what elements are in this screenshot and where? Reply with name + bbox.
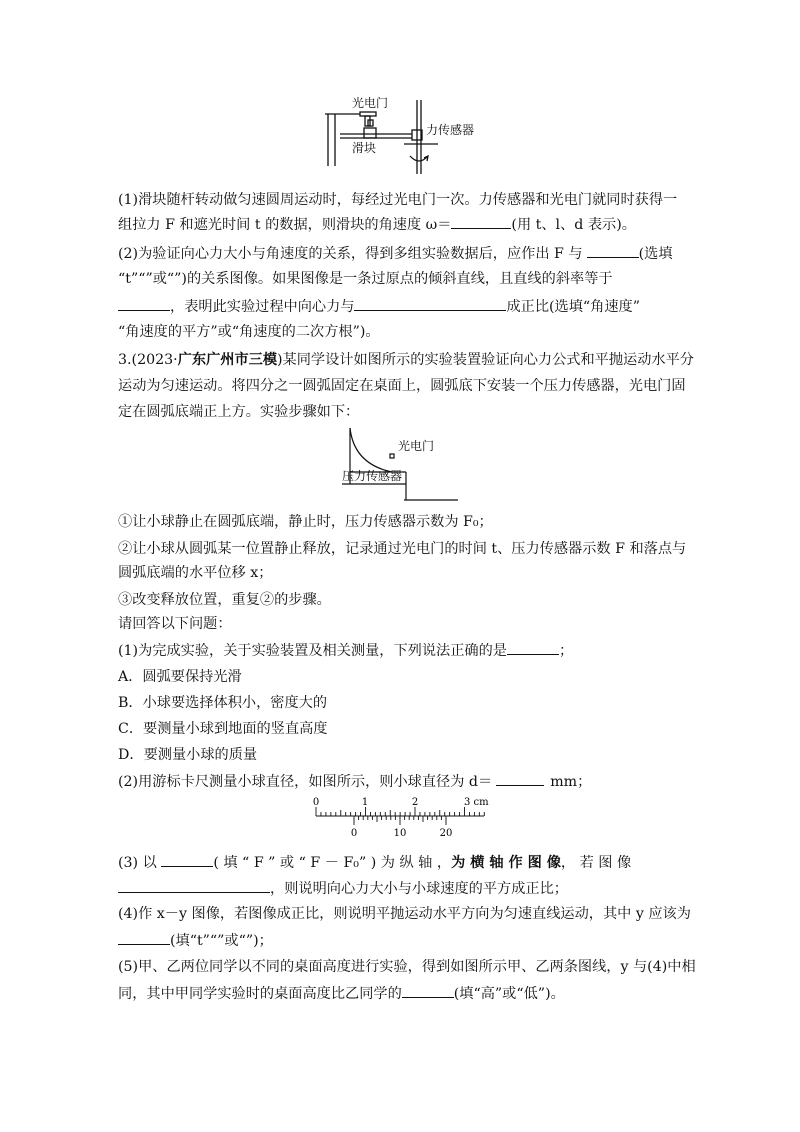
qq1-stem — [118, 640, 573, 661]
answer-blank — [507, 640, 559, 655]
apparatus-figure-1 — [320, 92, 490, 174]
qq4-line-1: (4)作 x－y 图像，若图像成正比，则说明平抛运动水平方向为匀速直线运动，其中 y 应该为 — [118, 906, 691, 922]
qq5-text: 同，其中甲同学实验时的桌面高度比乙同学的 — [118, 986, 402, 1002]
qq3-text-mid: ( 填 “ F ” 或 “ F － F₀” ) 为 纵 轴 ， — [213, 855, 452, 871]
answer-blank — [118, 930, 170, 945]
p3-line-1 — [118, 350, 694, 370]
step-2-line-1: ②让小球从圆弧某一位置静止释放，记录通过光电门的时间 t、压力传感器示数 F 和落点与 — [118, 541, 687, 557]
answer-blank — [587, 243, 639, 258]
fig2-label-sensor: 压力传感器 — [342, 469, 403, 483]
answer-blank — [161, 852, 213, 867]
qq4-line-2 — [118, 930, 273, 951]
qq3-line-2 — [118, 878, 568, 899]
p3-source: 广东广州市三模 — [177, 352, 278, 368]
qq5-text-tail: (填“高”或“低”)。 — [453, 986, 565, 1002]
option-a: A．圆弧要保持光滑 — [118, 669, 242, 685]
q1-line-2 — [118, 214, 636, 235]
qq1-text: (1)为完成实验，关于实验装置及相关测量，下列说法正确的是 — [118, 643, 507, 659]
main-scale-label: 1 — [361, 797, 369, 808]
step-1: ①让小球静止在圆弧底端，静止时，压力传感器示数为 F₀； — [118, 514, 493, 530]
vernier-caliper-figure — [308, 794, 498, 840]
qq5-line-2 — [118, 983, 565, 1004]
option-c: C．要测量小球到地面的竖直高度 — [118, 721, 328, 737]
question-intro: 请回答以下问题： — [118, 616, 232, 632]
option-d: D．要测量小球的质量 — [118, 747, 258, 763]
qq3-text-tail: ， 若 图 像 — [560, 855, 632, 871]
answer-blank — [354, 296, 506, 311]
qq2-tail: mm； — [550, 774, 592, 790]
apparatus-figure-2 — [340, 422, 464, 504]
q2-text-tail: (选填 — [638, 246, 673, 262]
main-scale-label: 0 — [312, 797, 320, 808]
q2-line-2: “t”“”或“”)的关系图像。如果图像是一条过原点的倾斜直线，且直线的斜率等于 — [118, 271, 613, 287]
q2-line-1 — [118, 243, 673, 264]
q2-line-3 — [118, 296, 640, 317]
vernier-scale-label: 10 — [393, 828, 407, 839]
qq3-text: (3) 以 — [118, 855, 157, 871]
answer-blank — [118, 296, 170, 311]
qq1-tail: ； — [558, 643, 574, 659]
qq3-bold: 为 横 轴 作 图 像 — [451, 855, 561, 871]
step-2-line-2: 圆弧底端的水平位移 x； — [118, 565, 273, 581]
p3-text: )某同学设计如图所示的实验装置验证向心力公式和平抛运动水平分 — [277, 352, 694, 368]
qq5-line-1: (5)甲、乙两位同学以不同的桌面高度进行实验，得到如图所示甲、乙两条图线，y 与(4)中相 — [118, 959, 696, 975]
vernier-scale-label: 0 — [350, 828, 358, 839]
q2-text-tail: 成正比(选填“角速度” — [506, 299, 640, 315]
answer-blank — [496, 771, 544, 786]
p3-number: 3.(2023· — [118, 352, 178, 368]
answer-blank — [451, 214, 511, 229]
fig1-label-gate: 光电门 — [352, 96, 389, 110]
answer-blank — [118, 878, 270, 893]
main-scale-label: 2 — [411, 797, 419, 808]
q1-text: 组拉力 F 和遮光时间 t 的数据，则滑块的角速度 ω＝ — [118, 217, 452, 233]
fig2-label-gate: 光电门 — [398, 439, 435, 453]
q2-text: (2)为验证向心力大小与角速度的关系，得到多组实验数据后，应作出 F 与 — [118, 246, 583, 262]
q1-line-1: (1)滑块随杆转动做匀速圆周运动时，每经过光电门一次。力传感器和光电门就同时获得一 — [118, 192, 678, 208]
q2-line-4: “角速度的平方”或“角速度的二次方根”)。 — [118, 324, 380, 340]
q2-text-mid: ，表明此实验过程中向心力与 — [170, 299, 355, 315]
q1-text-tail: (用 t、l、d 表示)。 — [511, 217, 636, 233]
p3-line-3: 定在圆弧底端正上方。实验步骤如下： — [118, 404, 360, 420]
qq3-text-2: ，则说明向心力大小与小球速度的平方成正比； — [270, 881, 568, 897]
answer-blank — [402, 983, 454, 998]
qq2-stem — [118, 771, 591, 792]
qq4-text-2: (填“t”“”或“”)； — [170, 933, 273, 949]
qq2-text: (2)用游标卡尺测量小球直径，如图所示，则小球直径为 d＝ — [118, 774, 493, 790]
p3-line-2: 运动为匀速运动。将四分之一圆弧固定在桌面上，圆弧底下安装一个压力传感器，光电门固 — [118, 378, 686, 394]
vernier-scale-label: 20 — [439, 828, 453, 839]
main-scale-label: 3 cm — [464, 797, 489, 808]
fig1-label-slider: 滑块 — [352, 141, 377, 155]
step-3: ③改变释放位置，重复②的步骤。 — [118, 592, 331, 608]
fig1-label-sensor: 力传感器 — [426, 123, 475, 137]
option-b: B．小球要选择体积小，密度大的 — [118, 695, 328, 711]
qq3-line-1 — [118, 852, 631, 873]
